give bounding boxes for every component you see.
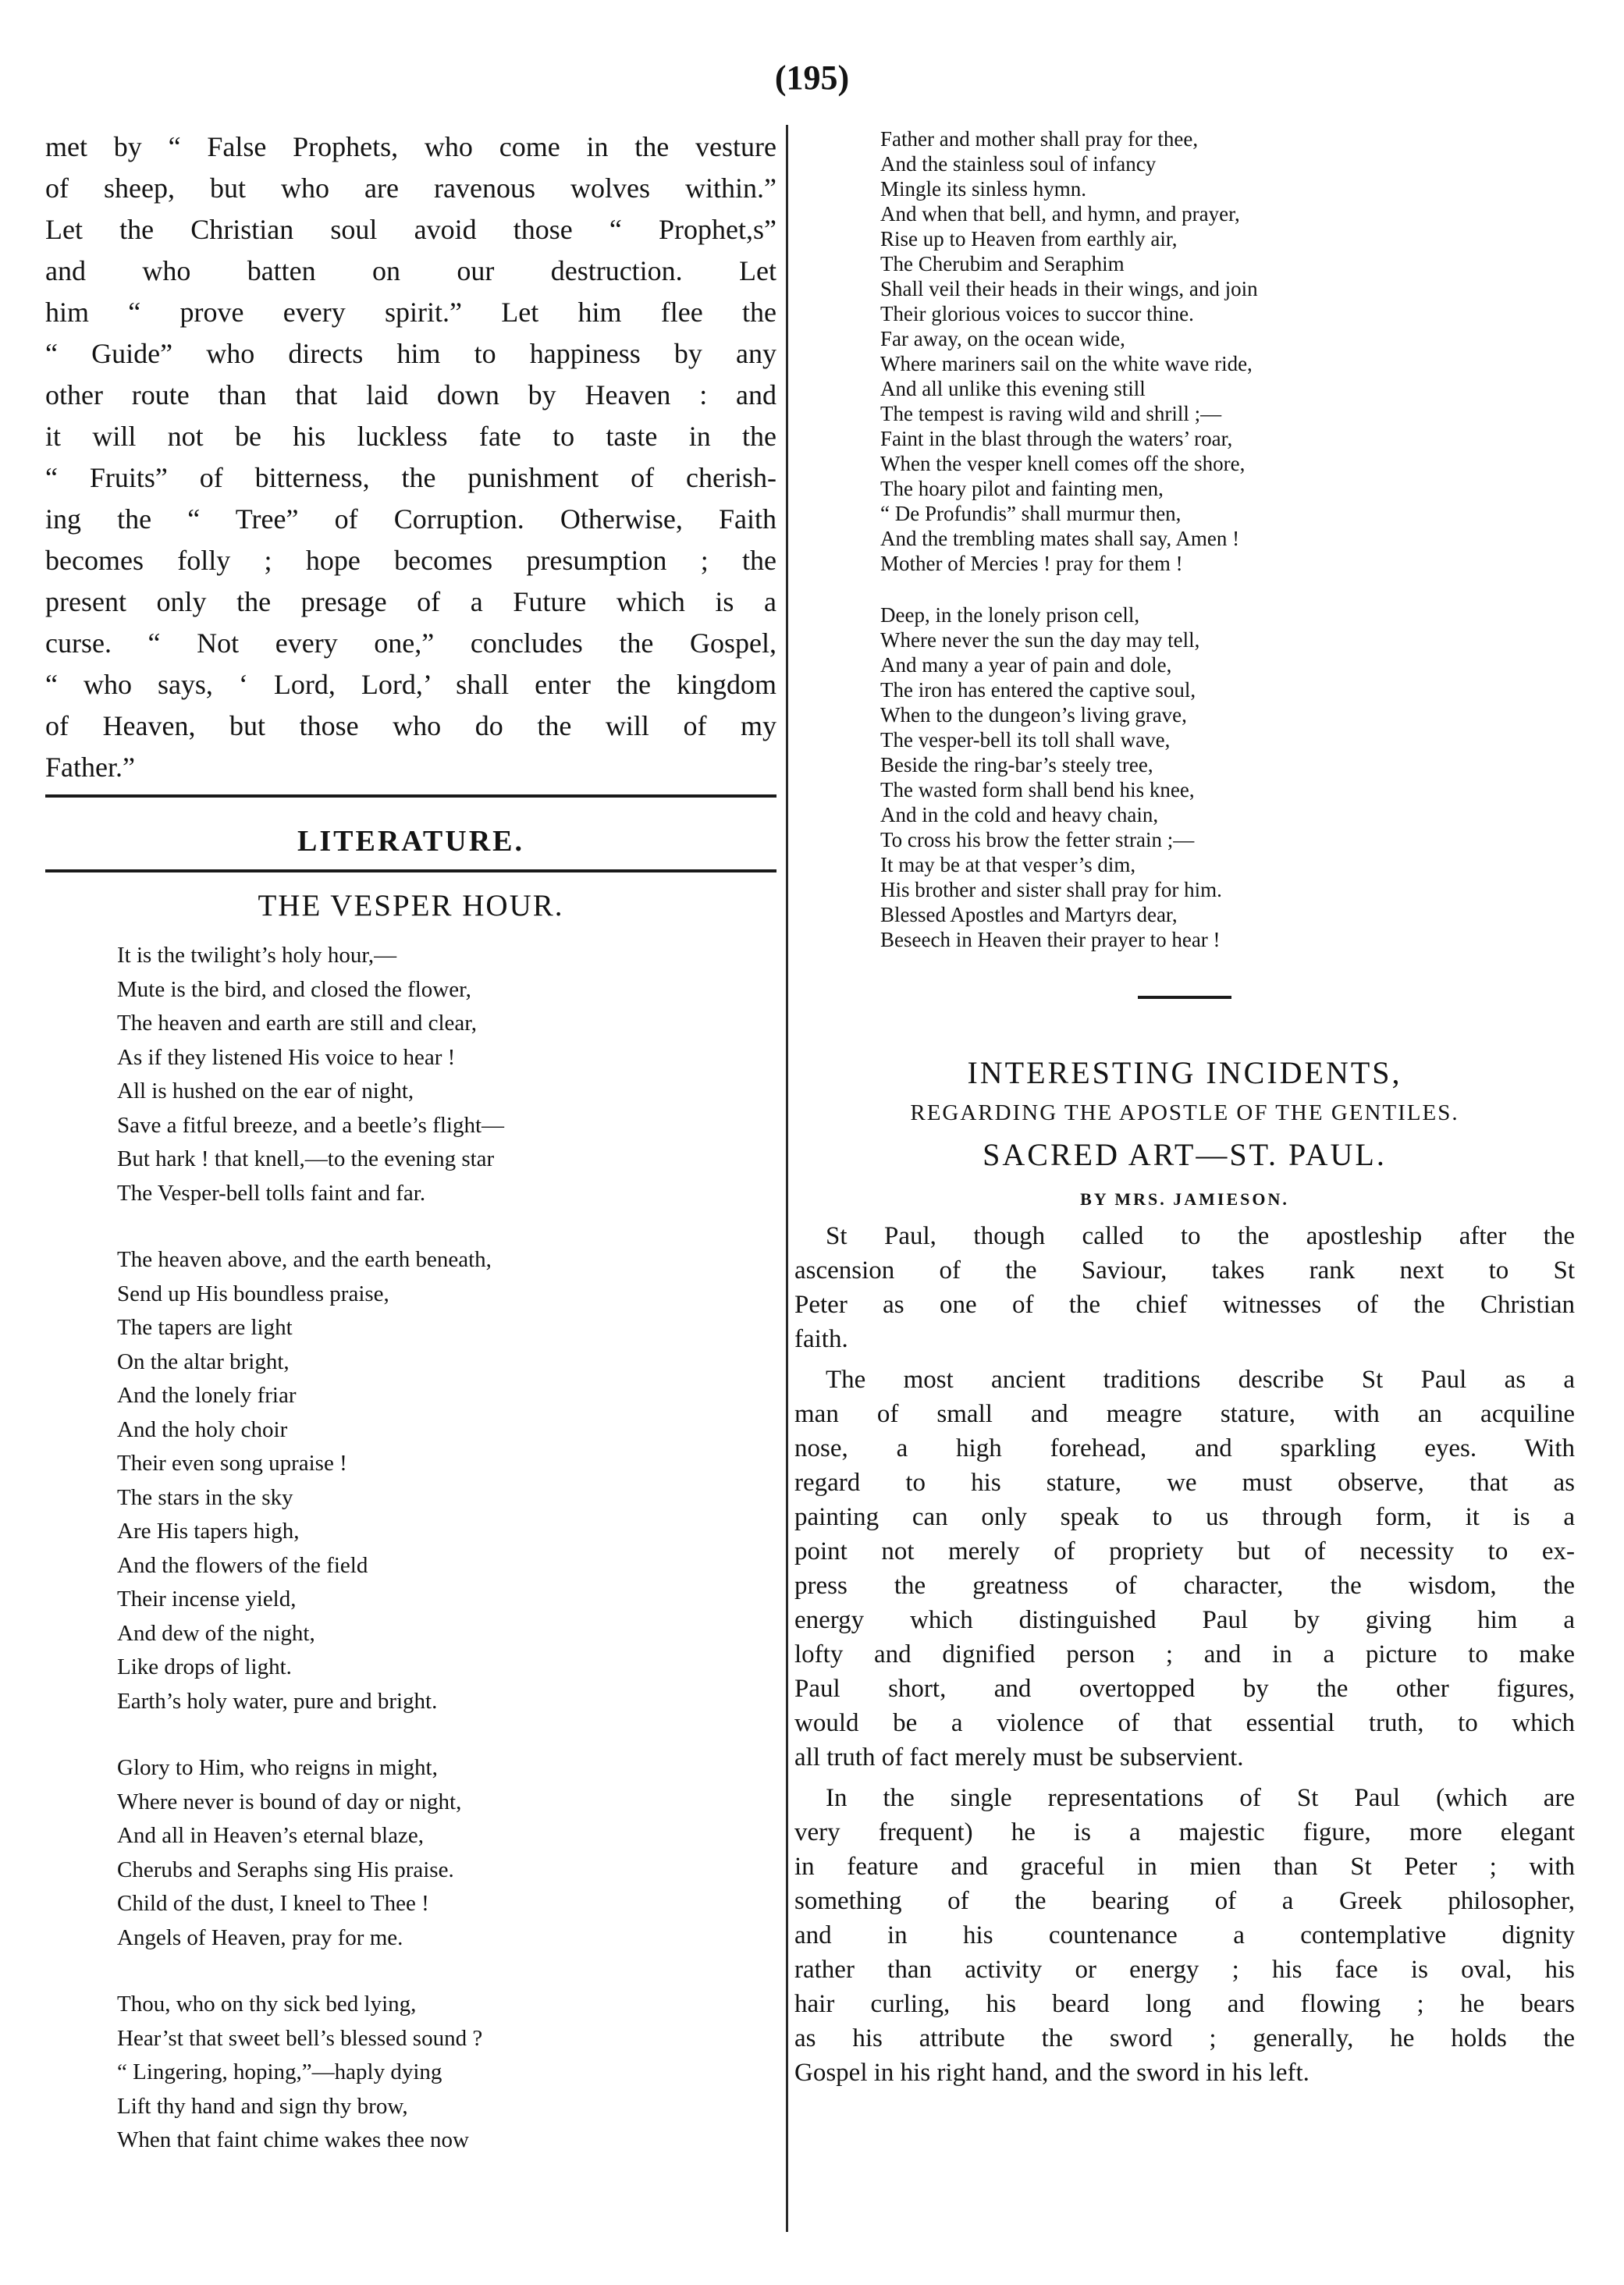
poem-line: Mother of Mercies ! pray for them ! xyxy=(880,552,1183,575)
article-title: INTERESTING INCIDENTS, xyxy=(967,1055,1402,1090)
poem-line: Send up His boundless praise, xyxy=(117,1281,389,1306)
prose-line: Father.” xyxy=(45,752,135,783)
poem-line: To cross his brow the fetter strain ;— xyxy=(880,828,1195,851)
article-line: hair curling, his beard long and flowing ; he bears xyxy=(794,1990,1575,2018)
section-rule-bottom xyxy=(45,869,776,872)
article-line: nose, a high forehead, and sparkling eyes. With xyxy=(794,1434,1575,1462)
poem-line: The vesper-bell its toll shall wave, xyxy=(880,728,1171,752)
article-line: ascension of the Saviour, takes rank next to St xyxy=(794,1256,1575,1285)
article-line: in feature and graceful in mien than St Peter ; with xyxy=(794,1853,1575,1881)
poem-line: Mute is the bird, and closed the flower, xyxy=(117,976,471,1002)
poem-line: The tempest is raving wild and shrill ;— xyxy=(880,402,1222,425)
poem-line: And the flowers of the field xyxy=(117,1552,368,1578)
poem-line: But hark ! that knell,—to the evening star xyxy=(117,1146,495,1171)
column-divider xyxy=(786,125,788,2232)
prose-line: met by “ False Prophets, who come in the vesture xyxy=(45,131,776,162)
intro-paragraph xyxy=(45,126,776,788)
poem-line: Cherubs and Seraphs sing His praise. xyxy=(117,1857,454,1882)
poem-line: And many a year of pain and dole, xyxy=(880,653,1172,677)
poem-line: Where never is bound of day or night, xyxy=(117,1789,462,1814)
poem-line: The Cherubim and Seraphim xyxy=(880,252,1125,275)
poem-line: And dew of the night, xyxy=(117,1620,315,1646)
poem-line: The heaven and earth are still and clear, xyxy=(117,1011,477,1036)
poem-line: “ De Profundis” shall murmur then, xyxy=(880,502,1182,525)
prose-line: him “ prove every spirit.” Let him flee the xyxy=(45,297,776,328)
article-line: something of the bearing of a Greek philosopher, xyxy=(794,1887,1575,1915)
poem-line: The hoary pilot and fainting men, xyxy=(880,477,1164,500)
poem-stanza xyxy=(117,1751,776,1955)
article-line: man of small and meagre stature, with an acquiline xyxy=(794,1400,1575,1428)
poem-line: Beseech in Heaven their prayer to hear ! xyxy=(880,928,1221,951)
poem-left xyxy=(45,939,776,2158)
article-line: press the greatness of character, the wisdom, the xyxy=(794,1572,1575,1600)
poem-line: All is hushed on the ear of night, xyxy=(117,1079,414,1103)
article-line: very frequent) he is a majestic figure, more elegant xyxy=(794,1818,1575,1846)
poem-line: The stars in the sky xyxy=(117,1484,293,1510)
poem-line: And all in Heaven’s eternal blaze, xyxy=(117,1823,424,1848)
poem-line: As if they listened His voice to hear ! xyxy=(117,1044,456,1070)
prose-line: “ who says, ‘ Lord, Lord,’ shall enter the kingdom xyxy=(45,669,776,700)
article-line: as his attribute the sword ; generally, he holds the xyxy=(794,2024,1575,2052)
prose-line: becomes folly ; hope becomes presumption ; the xyxy=(45,545,776,576)
poem-line: Mingle its sinless hymn. xyxy=(880,177,1087,201)
poem-line: Save a fitful breeze, and a beetle’s flight— xyxy=(117,1112,505,1138)
poem-line: Glory to Him, who reigns in might, xyxy=(117,1755,438,1780)
divider-rule xyxy=(1138,996,1231,999)
article-line: St Paul, though called to the apostleship after the xyxy=(826,1222,1575,1250)
poem-line: The Vesper-bell tolls faint and far. xyxy=(117,1180,426,1206)
poem-line: Father and mother shall pray for thee, xyxy=(880,127,1199,151)
poem-line: Blessed Apostles and Martyrs dear, xyxy=(880,903,1178,926)
literature-heading: LITERATURE. xyxy=(297,825,524,858)
poem-line: Thou, who on thy sick bed lying, xyxy=(117,1992,417,2017)
prose-line: of sheep, but who are ravenous wolves within.” xyxy=(45,172,776,204)
poem-line: Like drops of light. xyxy=(117,1654,292,1679)
prose-line: it will not be his luckless fate to taste in the xyxy=(45,421,776,452)
poem-line: And all unlike this evening still xyxy=(880,377,1146,400)
poem-line: And the holy choir xyxy=(117,1416,288,1442)
poem-line: Lift thy hand and sign thy brow, xyxy=(117,2093,408,2119)
prose-line: curse. “ Not every one,” concludes the Gospel, xyxy=(45,627,776,659)
poem-line: Beside the ring-bar’s steely tree, xyxy=(880,753,1153,776)
right-column xyxy=(794,126,1575,2090)
article-line: painting can only speak to us through form, it is a xyxy=(794,1503,1575,1531)
poem-line: Where never the sun the day may tell, xyxy=(880,628,1200,652)
poem-line: Shall veil their heads in their wings, and join xyxy=(880,277,1258,300)
article-line: rather than activity or energy ; his face is oval, his xyxy=(794,1956,1575,1984)
poem-line: And the lonely friar xyxy=(117,1383,297,1408)
article-line: In the single representations of St Paul (which are xyxy=(826,1784,1575,1812)
poem-line: When to the dungeon’s living grave, xyxy=(880,703,1187,727)
prose-line: “ Guide” who directs him to happiness by any xyxy=(45,338,776,369)
prose-line: and who batten on our destruction. Let xyxy=(45,255,776,286)
article-line: and in his countenance a contemplative dignity xyxy=(794,1921,1575,1949)
article-line: Paul short, and overtopped by the other figures, xyxy=(794,1675,1575,1703)
poem-line: The wasted form shall bend his knee, xyxy=(880,778,1195,801)
poem-line: And in the cold and heavy chain, xyxy=(880,803,1159,826)
poem-line: Their glorious voices to succor thine. xyxy=(880,302,1194,325)
prose-line: ing the “ Tree” of Corruption. Otherwise, Faith xyxy=(45,503,776,535)
poem-line: Angels of Heaven, pray for me. xyxy=(117,1924,403,1950)
article-line: faith. xyxy=(794,1325,848,1353)
prose-line: Let the Christian soul avoid those “ Prophet,s” xyxy=(45,214,776,245)
poem-line: And the stainless soul of infancy xyxy=(880,152,1157,176)
poem-line: Hear’st that sweet bell’s blessed sound ? xyxy=(117,2025,483,2051)
paragraph-gap xyxy=(794,1775,1575,1781)
poem-line: The iron has entered the captive soul, xyxy=(880,678,1196,702)
article-body xyxy=(794,1219,1575,2090)
poem-line: Faint in the blast through the waters’ roar, xyxy=(880,427,1233,450)
poem-line: Deep, in the lonely prison cell, xyxy=(880,603,1140,627)
poem-stanza xyxy=(117,1243,776,1718)
poem-line: Far away, on the ocean wide, xyxy=(880,327,1125,350)
poem-stanza xyxy=(880,126,1575,576)
poem-line: The heaven above, and the earth beneath, xyxy=(117,1247,492,1272)
paragraph-gap xyxy=(794,1356,1575,1363)
article-line: Gospel in his right hand, and the sword in his left. xyxy=(794,2059,1310,2087)
poem-line: “ Lingering, hoping,”—haply dying xyxy=(117,2059,442,2084)
poem-line: When that faint chime wakes thee now xyxy=(117,2127,469,2152)
poem-stanza xyxy=(117,1988,776,2158)
article-subtitle: REGARDING THE APOSTLE OF THE GENTILES. xyxy=(910,1100,1459,1125)
poem-line: Their incense yield, xyxy=(117,1587,297,1612)
poem-line: It is the twilight’s holy hour,— xyxy=(117,943,397,968)
prose-line: present only the presage of a Future which is a xyxy=(45,586,776,617)
poem-line: His brother and sister shall pray for him. xyxy=(880,878,1222,901)
poem-line: On the altar bright, xyxy=(117,1349,290,1374)
poem-title: THE VESPER HOUR. xyxy=(258,889,564,922)
poem-line: Their even song upraise ! xyxy=(117,1451,347,1476)
prose-line: other route than that laid down by Heaven : and xyxy=(45,379,776,410)
prose-line: “ Fruits” of bitterness, the punishment of cherish- xyxy=(45,462,776,493)
poem-stanza xyxy=(880,602,1575,952)
article-line: all truth of fact merely must be subservient. xyxy=(794,1743,1244,1771)
prose-line: of Heaven, but those who do the will of my xyxy=(45,710,776,741)
article-subtitle-2: SACRED ART—ST. PAUL. xyxy=(983,1137,1387,1172)
poem-line: The tapers are light xyxy=(117,1315,293,1340)
poem-line: And the trembling mates shall say, Amen ! xyxy=(880,527,1240,550)
article-line: Peter as one of the chief witnesses of the Christian xyxy=(794,1291,1575,1319)
article-line: regard to his stature, we must observe, that as xyxy=(794,1469,1575,1497)
section-rule-top xyxy=(45,794,776,798)
article-line: The most ancient traditions describe St Paul as a xyxy=(826,1366,1575,1394)
left-column xyxy=(45,126,776,2191)
page-number: (195) xyxy=(774,59,850,97)
poem-stanza xyxy=(117,939,776,1210)
poem-line: Child of the dust, I kneel to Thee ! xyxy=(117,1891,429,1916)
poem-line: Where mariners sail on the white wave ride, xyxy=(880,352,1253,375)
article-line: energy which distinguished Paul by giving him a xyxy=(794,1606,1575,1634)
article-line: would be a violence of that essential truth, to which xyxy=(794,1709,1575,1737)
poem-line: Earth’s holy water, pure and bright. xyxy=(117,1688,438,1714)
poem-line: And when that bell, and hymn, and prayer, xyxy=(880,202,1240,226)
article-line: point not merely of propriety but of necessity to ex- xyxy=(794,1537,1575,1565)
poem-line: When the vesper knell comes off the shore, xyxy=(880,452,1246,475)
article-byline: BY MRS. JAMIESON. xyxy=(1080,1189,1289,1209)
article-line: lofty and dignified person ; and in a picture to make xyxy=(794,1640,1575,1668)
poem-line: Rise up to Heaven from earthly air, xyxy=(880,227,1178,251)
poem-line: It may be at that vesper’s dim, xyxy=(880,853,1136,876)
poem-line: Are His tapers high, xyxy=(117,1519,300,1544)
poem-right xyxy=(794,126,1575,952)
